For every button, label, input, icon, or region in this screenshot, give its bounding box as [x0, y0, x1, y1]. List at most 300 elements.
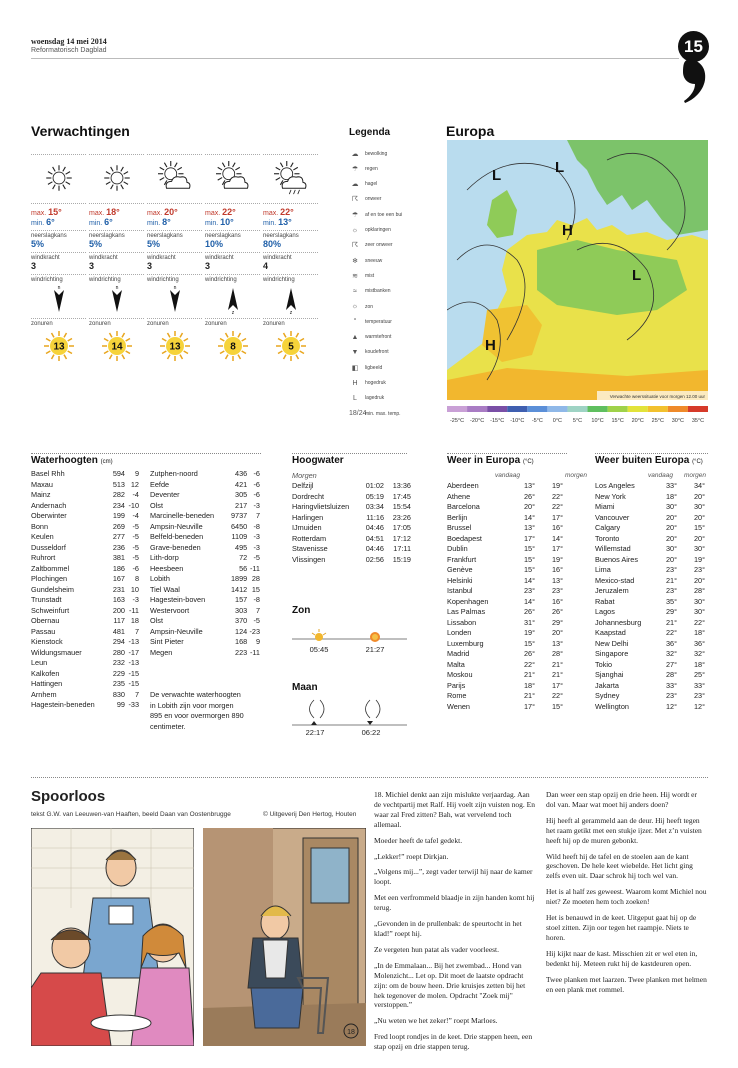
table-cell: 117 [113, 616, 125, 625]
legend-icon: ☈ [351, 196, 359, 204]
table-cell: -15 [128, 679, 139, 688]
weer-europa-row [447, 502, 565, 513]
wind-dir-letter: z [231, 310, 234, 314]
table-cell: Dublin [447, 544, 468, 553]
note-line: centimeter. [150, 721, 186, 731]
sun-cloud-rain-icon [263, 155, 318, 200]
weer-europa-row [447, 649, 565, 660]
wind-dir-letter: n [115, 285, 118, 291]
story-paragraph: Dan weer een stap opzij en drie heen. Hij wordt er dol van. Maar wat moet hij anders doen? [546, 790, 697, 809]
table-cell: Gundelsheim [31, 584, 74, 594]
table-cell: 200 [112, 605, 125, 615]
table-cell: 17:12 [392, 533, 411, 543]
map-caption: Verwachte weerssituatie voor morgen 12.00 uur [609, 394, 705, 399]
story-paragraph: 18. Michiel denkt aan zijn mislukte verjaardag. Aan de vechtpartij met Ralf. Hij voelt zijn vuisten nog. En waar zal Fred zitten? Bah, wat vervelend toch allemaal. [374, 790, 536, 829]
max-value: 18° [106, 207, 120, 217]
moonrise-time: 22:17 [305, 728, 325, 737]
moonset-time: 06:22 [361, 728, 381, 737]
table-cell: 14° [523, 512, 535, 522]
table-cell: 282 [112, 490, 125, 499]
water-row [31, 501, 141, 512]
separator [147, 274, 202, 275]
table-cell: 23° [665, 565, 677, 574]
table-cell: Lissabon [447, 617, 477, 627]
table-cell: Zaltbommel [31, 563, 70, 573]
table-cell: Wellington [595, 701, 629, 711]
legend-icon: ☈ [351, 242, 359, 250]
table-cell: 294 [112, 637, 125, 646]
scale-swatch [487, 406, 507, 412]
table-cell: -10 [128, 500, 139, 510]
separator [205, 252, 260, 253]
table-cell: 21° [551, 670, 563, 679]
wind-arrow-icon [89, 283, 144, 315]
scale-label: 25°C [651, 418, 664, 424]
day-name [89, 143, 144, 155]
waterhoogten-title: Waterhoogten (cm) [31, 455, 113, 466]
table-cell: 16° [551, 596, 563, 606]
table-cell: Helsinki [447, 575, 473, 585]
table-cell: 18° [523, 680, 535, 690]
story-paragraph: Het is al half zes geweest. Waarom komt Michiel nou niet? Ze moeten hem toch zoeken! [546, 887, 707, 907]
hoogwater-subtitle: Morgen [292, 471, 317, 480]
table-cell: -3 [253, 532, 260, 541]
note-line: De verwachte waterhoogten [150, 690, 241, 699]
table-cell: 20° [665, 533, 677, 543]
table-cell: 15:54 [392, 502, 411, 511]
col-tomorrow: morgen [683, 472, 706, 479]
table-cell: 280 [112, 647, 125, 657]
scale-swatch [688, 406, 708, 412]
weer-europa-row [447, 670, 565, 681]
separator [31, 318, 86, 319]
table-cell: 28 [251, 574, 260, 583]
table-cell: 33° [693, 680, 705, 690]
table-cell: Lima [595, 565, 611, 574]
legend-icon: ◧ [351, 364, 359, 372]
legend-label: regen [365, 165, 378, 172]
table-cell: Oberwinter [31, 511, 67, 520]
table-cell: Trunstadt [31, 595, 62, 604]
weer-europa-row [447, 681, 565, 692]
table-cell: Barcelona [447, 502, 480, 511]
water-row [31, 648, 141, 659]
day-name [205, 143, 260, 155]
wind-arrow-icon [263, 283, 318, 315]
sun-hours-value: 13 [168, 341, 181, 353]
table-cell: 20° [693, 491, 705, 501]
table-cell: -23 [249, 626, 260, 636]
table-cell: Olst [150, 616, 163, 625]
table-cell: 421 [235, 479, 248, 489]
legend-item [349, 316, 434, 327]
weer-europa-row [447, 492, 565, 503]
table-cell: 36° [665, 638, 677, 648]
weer-europa-row [447, 523, 565, 534]
maan-diagram [292, 695, 407, 740]
table-cell: 186 [112, 563, 125, 573]
scale-swatch [507, 406, 527, 412]
legend-item [349, 408, 434, 419]
table-cell: 18 [130, 616, 139, 625]
table-cell: Berlijn [447, 512, 468, 522]
table-cell: 04:51 [365, 533, 384, 543]
max-label: max. [263, 210, 281, 217]
separator [147, 318, 202, 319]
wind-label: windkracht [205, 255, 234, 261]
table-cell: 830 [112, 689, 125, 699]
legend-item [349, 148, 434, 159]
table-cell: 381 [112, 553, 125, 562]
table-cell: Sjanghai [595, 670, 624, 679]
table-cell: Obernau [31, 616, 60, 625]
story-paragraph: „Gevonden in de prullenbak: de speurtocht in het klad!” roept hij. [374, 919, 522, 938]
table-cell: 20° [693, 512, 705, 522]
story-paragraph: „Volgens mij...”, zegt vader terwijl hij naar de kamer loopt. [374, 867, 533, 887]
sun-hours-value: 13 [52, 341, 65, 353]
hoogwater-row [292, 492, 412, 503]
table-cell: 9 [255, 637, 260, 646]
table-cell: Vlissingen [292, 554, 326, 564]
separator [263, 318, 318, 319]
legend-icon: ☁ [351, 150, 359, 158]
min-temp [147, 217, 202, 227]
table-cell: -5 [253, 553, 260, 562]
forecast-title: Verwachtingen [31, 123, 130, 139]
weer-buiten-title: Weer buiten Europa (°C) [595, 455, 703, 466]
max-temp [89, 207, 144, 217]
legend-item [349, 362, 434, 373]
rain-label: neerslagkans [205, 233, 241, 239]
hoogwater-row [292, 534, 412, 545]
weer-europa-row [447, 576, 565, 587]
scale-label: 20°C [631, 418, 644, 424]
scale-label: 30°C [671, 418, 685, 424]
table-cell: 10 [130, 584, 139, 594]
table-cell: 30° [665, 544, 677, 553]
table-cell: Luxemburg [447, 638, 484, 648]
table-cell: 15:19 [392, 554, 411, 564]
min-temp [31, 217, 86, 227]
min-label: min. [89, 220, 105, 227]
table-cell: 124 [235, 626, 248, 636]
table-cell: 17:05 [392, 523, 411, 532]
table-cell: 167 [112, 574, 125, 583]
wind-label: windkracht [147, 255, 176, 261]
table-cell: 19° [693, 554, 705, 564]
hoogwater-table [292, 481, 412, 565]
zon-title: Zon [292, 605, 311, 616]
legend-icon: ≈ [353, 287, 357, 295]
separator [263, 252, 318, 253]
sun-label: zonuren [263, 321, 285, 327]
story-paragraph: Moeder heeft de tafel gedekt. [374, 835, 463, 845]
min-temp [263, 217, 318, 227]
table-cell: Rotterdam [292, 533, 327, 543]
weer-buiten-row [595, 492, 707, 503]
table-cell: IJmuiden [292, 523, 322, 532]
table-cell: -3 [132, 595, 139, 604]
table-cell: Harlingen [292, 512, 324, 522]
table-cell: 9737 [231, 511, 248, 520]
scale-label: -20°C [470, 418, 485, 424]
direction-label: windrichting [205, 277, 237, 283]
weer-europa-row [447, 618, 565, 629]
water-row [150, 553, 260, 564]
table-cell: Calgary [595, 523, 621, 532]
pressure-system-label: L [492, 167, 502, 184]
table-cell: 1109 [231, 532, 248, 541]
water-row [31, 606, 141, 617]
table-cell: 18° [693, 628, 705, 637]
table-cell: 27° [665, 659, 677, 669]
weer-buiten-row [595, 513, 707, 524]
table-cell: Basel Rhh [31, 469, 65, 478]
table-cell: 32° [665, 649, 677, 658]
hoogwater-row [292, 523, 412, 534]
hoogwater-title: Hoogwater [292, 455, 344, 466]
water-row [31, 522, 141, 533]
forecast-day [89, 143, 144, 365]
table-cell: Las Palmas [447, 607, 486, 616]
story-paragraph: Fred loopt rondjes in de keet. Drie stappen heen, een stap opzij en drie stappen terug. [374, 1032, 533, 1052]
table-cell: 05:19 [365, 491, 384, 501]
temperature-scale [447, 406, 708, 428]
table-cell: 26° [523, 649, 535, 658]
table-cell: Londen [447, 628, 472, 637]
weer-buiten-row [595, 576, 707, 587]
wind-arrow-icon [147, 283, 202, 315]
story-paragraph: „Nu weten we het zeker!” roept Marloes. [374, 1016, 498, 1026]
weer-europa-row [447, 660, 565, 671]
sun-hours-icon [205, 327, 260, 365]
direction-label: windrichting [89, 277, 121, 283]
legend-item [349, 255, 434, 266]
table-cell: Hattingen [31, 679, 63, 688]
sun-hours-icon [89, 327, 144, 365]
weer-europa-row [447, 702, 565, 713]
legend-label: af en toe een bui [365, 211, 403, 218]
europe-weather-map [447, 140, 708, 400]
table-cell: 22° [693, 617, 705, 627]
weer-europa-row [447, 481, 565, 492]
table-cell: 30° [665, 502, 677, 511]
scale-label: -5°C [531, 418, 543, 424]
header-publication: Reformatorisch Dagblad [31, 47, 107, 54]
table-cell: 436 [235, 469, 248, 478]
max-label: max. [205, 210, 223, 217]
water-row [150, 616, 260, 627]
table-cell: 14° [551, 533, 563, 543]
table-cell: Tiel Waal [150, 584, 180, 594]
separator [89, 230, 144, 231]
table-cell: 26° [523, 491, 535, 501]
legend-icon: ≋ [352, 272, 358, 280]
table-cell: Arnhem [31, 689, 57, 699]
waterhoogten-note [150, 690, 265, 732]
legend-label: bewolking [365, 150, 388, 157]
table-cell: Willemstad [595, 544, 631, 553]
table-cell: 22° [551, 691, 563, 700]
max-label: max. [89, 210, 107, 217]
table-cell: 7 [134, 626, 139, 636]
legend-label: warmtefront [365, 334, 392, 341]
water-row [31, 595, 141, 606]
legend-label: min. max. temp. [365, 410, 401, 417]
table-cell: Lagos [595, 607, 615, 616]
table-cell: 20° [523, 502, 535, 511]
table-cell: 7 [255, 511, 260, 520]
table-cell: 277 [112, 532, 125, 541]
sunset-time: 21:27 [365, 645, 385, 654]
table-cell: Ruhrort [31, 553, 56, 562]
comic-panel-fred [203, 828, 366, 1046]
table-cell: -4 [132, 511, 139, 520]
wind-arrow-icon [31, 283, 86, 315]
min-value: 8° [162, 217, 171, 227]
table-cell: 15 [251, 584, 260, 594]
legend-icon: ☼ [351, 303, 359, 310]
table-cell: 34° [693, 481, 705, 490]
table-cell: Rome [447, 691, 467, 700]
weer-buiten-row [595, 597, 707, 608]
water-row [31, 700, 141, 711]
table-cell: 23° [523, 586, 535, 595]
water-row [31, 511, 141, 522]
table-cell: Los Angeles [595, 481, 635, 490]
table-cell: Haringvlietsluizen [292, 502, 350, 511]
scale-label: -15°C [490, 418, 505, 424]
weer-buiten-row [595, 618, 707, 629]
hoogwater-row [292, 502, 412, 513]
water-row [150, 606, 260, 617]
water-row [31, 574, 141, 585]
scale-label: -25°C [449, 418, 465, 424]
water-row [31, 627, 141, 638]
table-cell: 12° [665, 701, 677, 711]
story-column-1 [374, 790, 536, 1058]
table-cell: 16° [551, 523, 563, 532]
table-cell: 23° [693, 565, 705, 574]
legend-item [349, 163, 434, 174]
table-cell: 269 [112, 521, 125, 531]
table-cell: 23:26 [392, 512, 411, 522]
table-cell: 23° [665, 691, 677, 700]
story-paragraph: Het is benauwd in de keet. Uitgeput gaat hij op de stoel zitten. Zijn oor tegen het raampje. Niets te horen. [546, 913, 697, 942]
weer-buiten-row [595, 555, 707, 566]
rain-value: 80% [263, 239, 282, 249]
table-cell: Rabat [595, 596, 615, 606]
table-cell: 7 [255, 605, 260, 615]
legend-icon: ❄ [352, 257, 358, 265]
weer-buiten-row [595, 502, 707, 513]
weer-buiten-row [595, 628, 707, 639]
water-row [31, 690, 141, 701]
water-row [150, 595, 260, 606]
separator [147, 203, 202, 204]
table-cell: 36° [693, 638, 705, 648]
max-temp [147, 207, 202, 217]
table-cell: Miami [595, 502, 615, 511]
weer-buiten-row [595, 607, 707, 618]
table-cell: 33° [665, 481, 677, 490]
table-cell: Heesbeen [150, 563, 184, 573]
weer-buiten-row [595, 639, 707, 650]
water-row [31, 532, 141, 543]
table-cell: 11:16 [366, 512, 384, 522]
table-cell: Keulen [31, 532, 54, 541]
sun-hours-value: 5 [287, 341, 294, 353]
water-row [150, 522, 260, 533]
legend-icon: ☼ [351, 226, 359, 234]
story-paragraph: Hij kijkt naar de kast. Misschien zit er wel eten in, bedenkt hij. Meteen rukt hij de kastdeuren open. [546, 948, 698, 968]
table-cell: Brussel [447, 523, 472, 532]
table-cell: 17:45 [392, 491, 411, 501]
legend-label: onweer [365, 196, 382, 203]
legend-icon: 18/24 [349, 410, 367, 418]
water-row [150, 469, 260, 480]
table-cell: -33 [128, 700, 139, 709]
table-cell: 13:36 [392, 481, 411, 490]
table-cell: 15° [523, 565, 535, 574]
water-row [150, 648, 260, 659]
water-row [150, 574, 260, 585]
table-cell: 29° [665, 607, 677, 616]
legend-label: zon [365, 303, 374, 310]
scale-swatch [547, 406, 567, 412]
sun-hours-value: 8 [229, 341, 236, 353]
scale-swatch [648, 406, 668, 412]
table-cell: 23° [551, 586, 563, 595]
moon-phase-icon [366, 700, 381, 718]
weer-europa-title: Weer in Europa (°C) [447, 455, 534, 466]
table-cell: 18° [693, 659, 705, 669]
table-cell: 21° [665, 575, 677, 585]
table-cell: 21° [523, 691, 535, 700]
table-cell: Grave-beneden [150, 542, 201, 552]
table-cell: 6450 [231, 521, 248, 531]
separator [31, 252, 86, 253]
forecast-day [205, 143, 260, 365]
table-cell: 15° [523, 544, 535, 553]
story-paragraph: Twee planken met laarzen. Twee planken met helmen en een plank met rommel. [546, 974, 707, 994]
wind-label: windkracht [263, 255, 292, 261]
table-cell: New Delhi [595, 638, 629, 648]
forecast-day [263, 143, 318, 365]
spoorloos-copyright: © Uitgeverij Den Hertog, Houten [263, 811, 357, 818]
table-cell: Lobith [150, 574, 170, 583]
table-cell: 229 [112, 668, 125, 678]
table-cell: Sint Pieter [150, 637, 184, 646]
table-cell: Lith-dorp [150, 553, 179, 562]
table-cell: 234 [112, 500, 125, 510]
table-cell: -17 [128, 647, 139, 657]
table-cell: 31° [523, 617, 535, 627]
table-cell: 25° [693, 670, 705, 679]
min-value: 6° [46, 217, 55, 227]
hoogwater-row [292, 544, 412, 555]
scale-label: 0°C [552, 418, 563, 424]
table-cell: -8 [253, 521, 260, 531]
table-cell: Jeruzalem [595, 586, 629, 595]
wind-value: 3 [31, 261, 37, 271]
separator [147, 252, 202, 253]
min-label: min. [147, 220, 163, 227]
table-cell: -5 [132, 532, 139, 541]
table-cell: Stavenisse [292, 544, 328, 553]
table-cell: 223 [235, 647, 248, 657]
water-row [31, 585, 141, 596]
